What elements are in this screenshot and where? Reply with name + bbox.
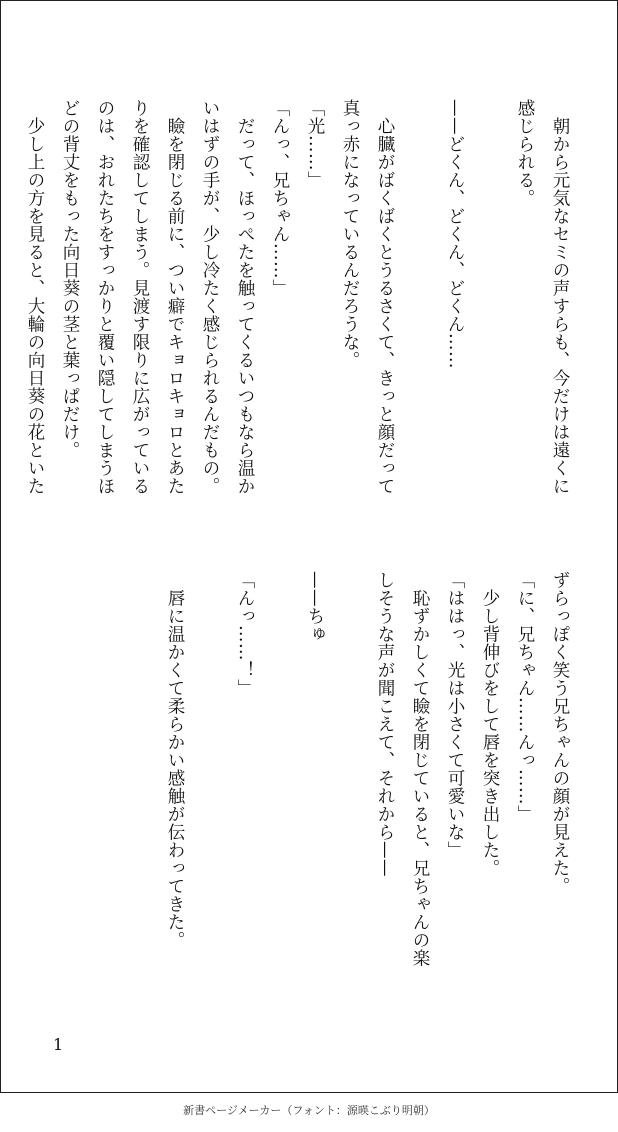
text-column: ずらっぽく笑う兄ちゃんの顔が見えた。 [550,571,570,895]
text-block-bottom [157,571,577,991]
text-column: 少し背伸びをして唇を突き出した。 [480,571,500,877]
text-column [402,99,437,519]
page-number: 1 [53,1035,64,1054]
text-column: 恥ずかしくて瞼を閉じていると、兄ちゃんの楽 [410,571,430,967]
text-column: ——どくん、どくん、どくん…… [445,99,465,369]
text-column: どの背丈をもった向日葵の茎と葉っぱだけ。 [60,99,80,459]
text-column [192,571,227,991]
text-column: 「に、兄ちゃん……んっ……」 [515,571,535,823]
text-column: のは、おれたちをすっかりと覆い隠してしまうほ [95,99,115,495]
text-column: 少し上の方を見ると、大輪の向日葵の花といた [25,99,45,495]
text-column: だって、ほっぺたを触ってくるいつもなら温か [235,99,255,495]
text-column [332,571,367,991]
text-column: 瞼を閉じる前に、つい癖でキョロキョロとあた [165,99,185,495]
text-column: ——ちゅ [305,571,325,643]
text-column: 「光……」 [305,99,325,189]
text-column: 朝から元気なセミの声すらも、今だけは遠くに [550,99,570,495]
text-column: りを確認してしまう。見渡す限りに広がっている [130,99,150,495]
text-column [262,571,297,991]
text-column: 「んっ、兄ちゃん……」 [270,99,290,297]
text-column: 唇に温かくて柔らかい感触が伝わってきた。 [165,571,185,949]
footer-caption: 新書ページメーカー（フォント：源暎こぶり明朝） [183,1104,435,1117]
text-column: 心臓がばくばくとうるさくて、きっと顔だって [375,99,395,495]
text-column: 真っ赤になっているんだろうな。 [340,99,360,369]
text-column: 感じられる。 [515,99,535,207]
text-column: しそうな声が聞こえて、それから—— [375,571,395,877]
text-column: 「ははっ、光は小さくて可愛いな」 [445,571,465,859]
text-column [472,99,507,519]
text-column: 「んっ……！」 [235,571,255,697]
text-block-top [17,99,577,519]
text-column: いはずの手が、少し冷たく感じられるんだもの。 [200,99,220,495]
